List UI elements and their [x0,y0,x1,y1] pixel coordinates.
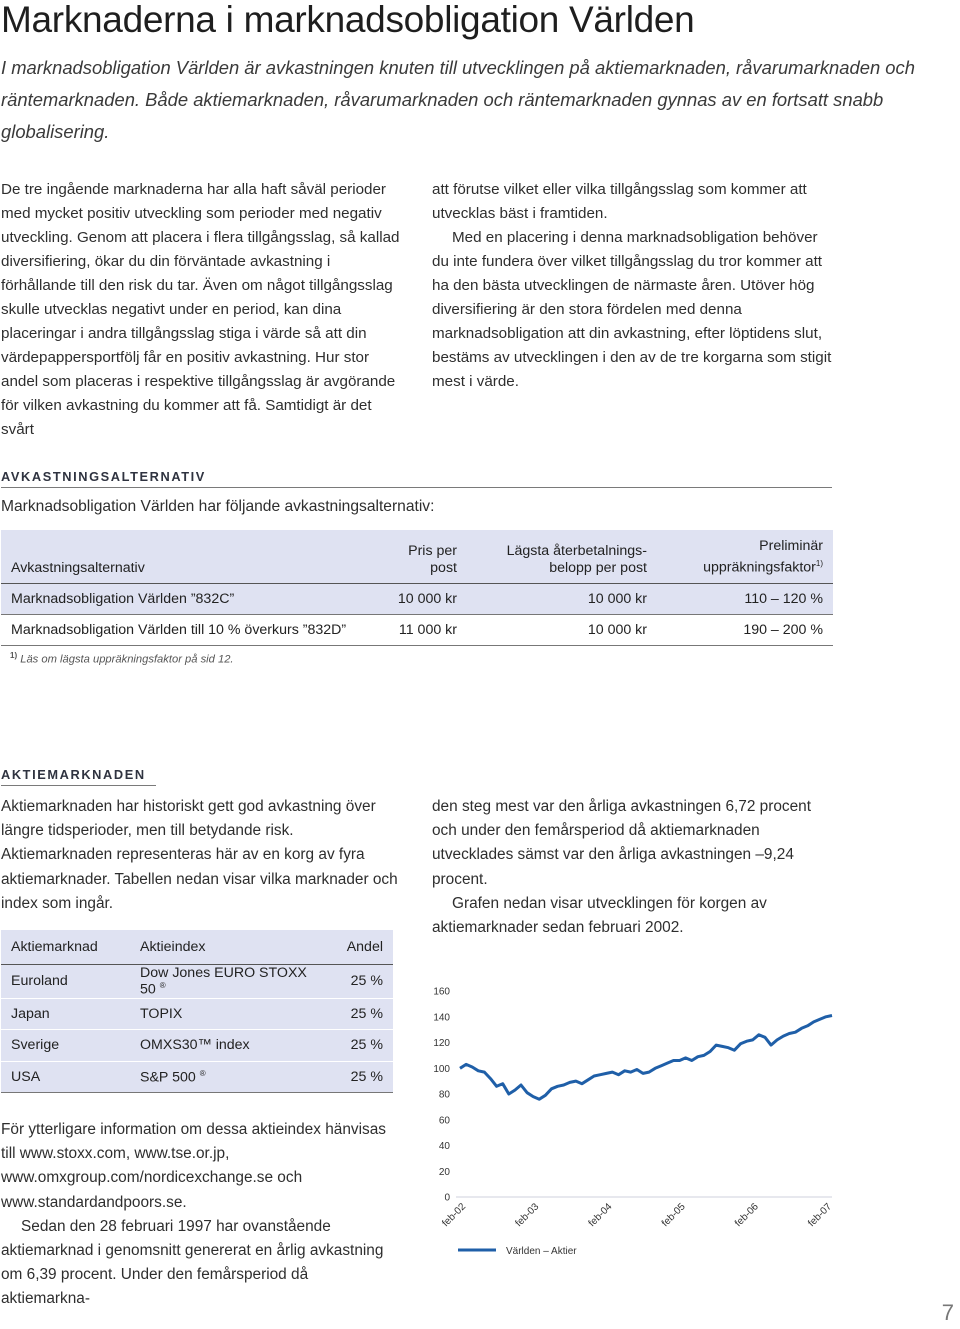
series-line [460,1016,832,1100]
returns-cell-price: 11 000 kr [398,621,457,638]
y-axis [433,987,450,1204]
y-tick-label: 160 [433,986,450,998]
returns-header-min: Lägsta återbetalnings- belopp per post [467,530,657,583]
table-row [1,614,833,645]
index-header-index: Aktieindex [130,930,330,965]
intro-right-text-2: Med en placering i denna marknadsobligation behöver du inte fundera över vilket tillgångsslag du tror kommer att ha den bästa utvecklingen de närmaste åren. Utöver hög diversifiering är den stora fördelen med denna marknadsobligation att din avkastning, efter löptidens slut, bestäms av utvecklingen i den av de tre korgarna som stigit mest i värde. [432,229,832,390]
table-row [1,1061,393,1093]
returns-cell-min: 10 000 kr [587,590,647,607]
stocks-info-column [1,1118,401,1312]
x-tick-label: feb-03 [513,1201,542,1230]
returns-header-price: Pris per post [371,530,467,583]
stocks-more-info: För ytterligare information om dessa aktieindex hänvisas till www.stoxx.com, www.tse.or.jp, www.omxgroup.com/nordicexchange.se och www.standardandpoors.se. [1,1121,386,1211]
x-tick-label: feb-07 [806,1201,835,1230]
index-cell-index: TOPIX [130,998,330,1030]
index-cell-index: OMXS30™ index [130,1030,330,1062]
legend-label: Världen – Aktier [506,1246,577,1257]
returns-header-row [1,530,833,583]
y-tick-label: 60 [438,1115,450,1127]
returns-cell-name: Marknadsobligation Världen till 10 % överkurs ”832D” [11,621,347,638]
returns-cell-factor: 190 – 200 % [743,621,823,638]
intro-left-column [1,178,401,442]
intro-right-text-1: att förutse vilket eller vilka tillgångsslag som kommer att utvecklas bäst i framtiden. [432,181,807,222]
index-cell-market: Sverige [1,1030,130,1062]
table-row [1,1030,393,1062]
page-title: Marknaderna i marknadsobligation Världen [1,0,695,40]
index-cell-market: Euroland [1,965,130,999]
returns-cell-factor: 110 – 120 % [744,590,823,607]
intro-right-column [432,178,832,394]
intro-paragraph: I marknadsobligation Världen är avkastningen knuten till utvecklingen på aktiemarknaden, råvarumarknaden och räntemarknaden. Både aktiemarknaden, råvarumarknaden och räntemarknaden gynnas av en fortsatt snabb globalisering. [1,57,915,142]
index-header-share: Andel [330,930,393,965]
x-axis [440,1201,834,1229]
stocks-left-column [1,795,406,916]
index-header-market: Aktiemarknad [1,930,130,965]
y-tick-label: 120 [433,1038,450,1049]
stocks-heading: AKTIEMARKNADEN [1,768,156,786]
index-cell-share: 25 % [330,998,393,1030]
index-cell-index: Dow Jones EURO STOXX 50 ® [130,965,330,999]
returns-cell-name: Marknadsobligation Världen ”832C” [11,590,235,607]
y-tick-label: 80 [438,1089,450,1101]
intro-left-text: De tre ingående marknaderna har alla haft såväl perioder med mycket positiv utveckling som perioder med negativ utveckling. Genom att placera i flera tillgångsslag, så kallad diversifiering, ökar du din förväntade avkastning i förhållande till den risk du tar. Även om något tillgångsslag skulle utvecklas negativt under en period, kan dina placeringar i andra tillgångsslag stiga i värde så att din värdepappersportfölj får en positiv avkastning. Hur stor andel som placeras i respektive tillgångsslag är avgörande för vilken avkastning du kommer att få. Samtidigt är det svårt [1,181,400,438]
stocks-right-text-1: den steg mest var den årliga avkastningen 6,72 procent och under den femårsperiod då aktiemarknaden utvecklades sämst var den årliga avkastningen –9,24 procent. [432,798,812,888]
index-cell-share: 25 % [330,965,393,999]
returns-header-alternative: Avkastningsalternativ [1,530,371,583]
stocks-history: Sedan den 28 februari 1997 har ovanstående aktiemarknad i genomsnitt genererat en årlig avkastning om 6,39 procent. Under den femårsperiod då aktiemarkna- [1,1217,384,1308]
table-row [1,965,393,999]
x-tick-label: feb-04 [586,1201,615,1230]
table-row [1,583,833,614]
stocks-line-chart [420,975,850,1275]
table-row [1,998,393,1030]
returns-cell-price: 10 000 kr [397,590,457,607]
returns-header-factor: Preliminär uppräkningsfaktor$^{1)}$ [657,530,833,583]
index-cell-index: S&P 500 ® [130,1061,330,1093]
index-table [1,930,393,1093]
returns-table [1,530,833,646]
x-tick-label: feb-02 [440,1201,469,1230]
index-cell-market: Japan [1,998,130,1030]
returns-footnote: $^{1)}$ Läs om lägsta uppräkningsfaktor på sid 12. [10,651,234,666]
stocks-right-column [432,795,832,940]
x-tick-label: feb-05 [659,1201,688,1230]
stocks-left-text: Aktiemarknaden har historiskt gett god avkastning över längre tidsperioder, men till betydande risk. Aktiemarknaden representeras här av en korg av fyra aktiemarknader. Tabellen nedan visar vilka marknader och index som ingår. [1,798,398,912]
returns-subtitle: Marknadsobligation Världen har följande avkastningsalternativ: [1,498,435,515]
y-tick-label: 100 [433,1063,450,1075]
x-tick-label: feb-06 [733,1201,761,1230]
index-header-row [1,930,393,965]
page-number: 7 [941,1300,954,1325]
y-tick-label: 0 [444,1192,450,1204]
index-cell-share: 25 % [330,1030,393,1062]
returns-heading: AVKASTNINGSALTERNATIV [1,470,832,488]
returns-cell-min: 10 000 kr [587,621,647,638]
index-cell-market: USA [1,1061,130,1093]
y-tick-label: 20 [438,1166,450,1178]
stocks-right-text-2: Grafen nedan visar utvecklingen för korgen av aktiemarknader sedan februari 2002. [432,894,767,937]
y-tick-label: 140 [433,1012,450,1024]
y-tick-label: 40 [438,1141,450,1152]
index-cell-share: 25 % [330,1061,393,1093]
